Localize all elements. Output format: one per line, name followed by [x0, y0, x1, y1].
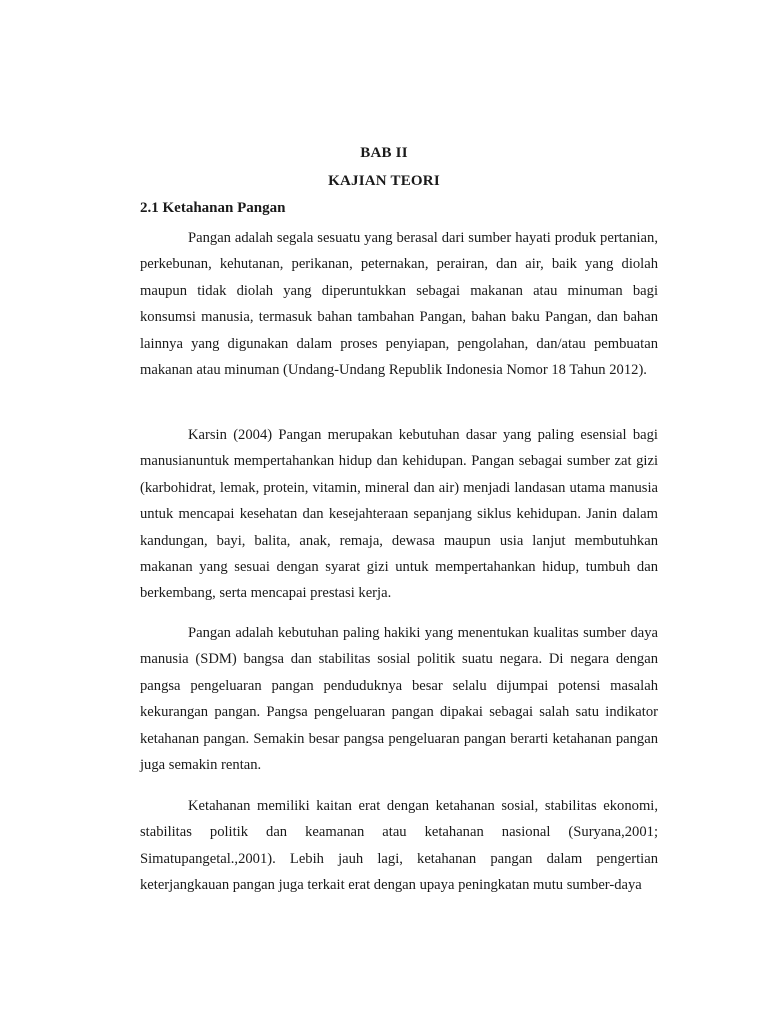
paragraph-2: Karsin (2004) Pangan merupakan kebutuhan dasar yang paling esensial bagi manusianuntuk mempertahankan hidup dan kehidupan. Pangan sebagai sumber zat gizi (karbohidrat, lemak, protein, vitamin, mineral dan air) menjadi landasan utama manusia untuk mencapai kesehatan dan kesejahteraan sepanjang siklus kehidupan. Janin dalam kandungan, bayi, balita, anak, remaja, dewasa maupun usia lanjut membutuhkan makanan yang sesuai dengan syarat gizi untuk mempertahankan hidup, tumbuh dan berkembang, serta mencapai prestasi kerja. [140, 427, 658, 602]
paragraph-1: Pangan adalah segala sesuatu yang berasal dari sumber hayati produk pertanian, perkebunan, kehutanan, perikanan, peternakan, perairan, dan air, baik yang diolah maupun tidak diolah yang diperuntukkan sebagai makanan atau minuman bagi konsumsi manusia, termasuk bahan tambahan Pangan, bahan baku Pangan, dan bahan lainnya yang digunakan dalam proses penyiapan, pengolahan, dan/atau pembuatan makanan atau minuman (Undang-Undang Republik Indonesia Nomor 18 Tahun 2012). [140, 230, 658, 379]
section-heading: 2.1 Ketahanan Pangan [140, 200, 286, 216]
chapter-title: KAJIAN TEORI [328, 173, 440, 189]
paragraph-3: Pangan adalah kebutuhan paling hakiki yang menentukan kualitas sumber daya manusia (SDM) bangsa dan stabilitas sosial politik suatu negara. Di negara dengan pangsa pengeluaran pangan penduduknya besar selalu dijumpai potensi masalah kekurangan pangan. Pangsa pengeluaran pangan dipakai sebagai salah satu indikator ketahanan pangan. Semakin besar pangsa pengeluaran pangan berarti ketahanan pangan juga semakin rentan. [140, 625, 658, 774]
paragraph-4: Ketahanan memiliki kaitan erat dengan ketahanan sosial, stabilitas ekonomi, stabilitas politik dan keamanan atau ketahanan nasional (Suryana,2001; Simatupangetal.,2001). Lebih jauh lagi, ketahanan pangan dalam pengertian keterjangkauan pangan juga terkait erat dengan upaya peningkatan mutu sumber-daya [140, 798, 658, 894]
chapter-heading: BAB II [360, 145, 408, 161]
